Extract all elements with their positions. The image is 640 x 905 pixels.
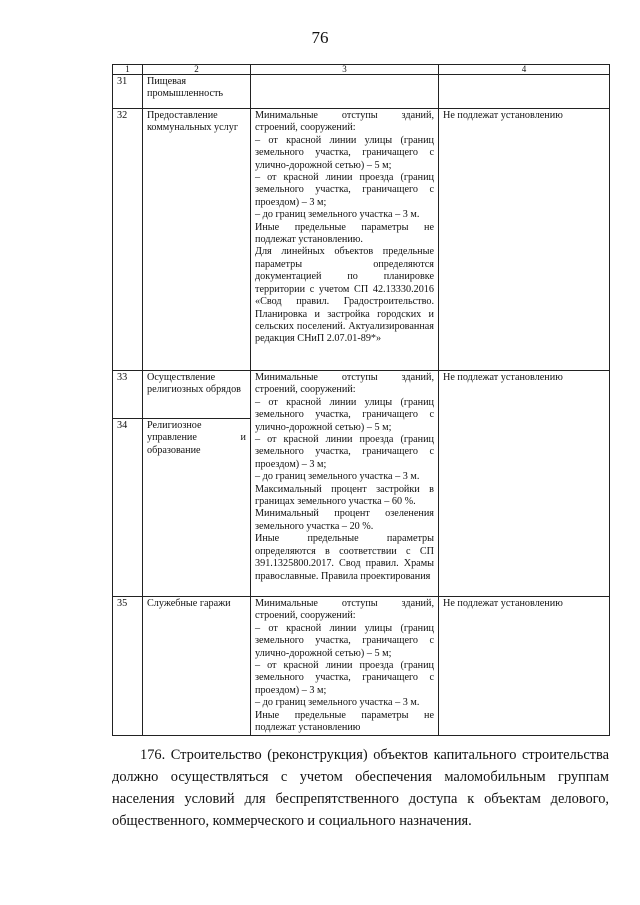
row-number: 32 xyxy=(113,109,143,371)
column-header: 3 xyxy=(251,65,439,75)
parameter-line: – до границ земельного участка – 3 м. xyxy=(255,209,420,221)
limits-cell: Не подлежат установлению xyxy=(439,371,610,597)
parameter-line: – от красной линии улицы (границ земельного участка, граничащего с улично-дорожной сетью) – 5 м; xyxy=(255,134,434,171)
parameters-cell xyxy=(251,109,439,371)
parameters-cell xyxy=(251,371,439,597)
column-header: 2 xyxy=(143,65,251,75)
land-use-type: Пищевая промышленность xyxy=(143,75,251,109)
land-use-type: Предоставление коммунальных услуг xyxy=(143,109,251,371)
parameter-line: – от красной линии проезда (границ земельного участка, граничащего с проездом) – 3 м; xyxy=(255,172,434,208)
row-number: 35 xyxy=(113,597,143,736)
parameter-line: – до границ земельного участка – 3 м. xyxy=(255,697,420,709)
land-use-type-line: Религиозное xyxy=(147,420,202,431)
page-number: 76 xyxy=(311,28,329,47)
land-use-type: Служебные гаражи xyxy=(143,597,251,736)
land-use-type: Осуществление религиозных обрядов xyxy=(143,371,251,419)
parameters-cell xyxy=(251,597,439,736)
column-header: 1 xyxy=(113,65,143,75)
row-number: 31 xyxy=(113,75,143,109)
parameter-line: Иные предельные параметры не подлежат установлению xyxy=(255,709,434,734)
row-number: 33 xyxy=(113,371,143,419)
regulations-table xyxy=(112,64,610,736)
table-row xyxy=(113,109,610,371)
parameter-line: Иные предельные параметры определяются в соответствии с СП 391.1325800.2017. Свод правил. Храмы православные. Правила проектирования xyxy=(255,533,434,582)
parameter-line: Минимальные отступы зданий, строений, сооружений: xyxy=(255,110,434,134)
parameter-line: – от красной линии проезда (границ земельного участка, граничащего с проездом) – 3 м; xyxy=(255,660,434,696)
table-row xyxy=(113,597,610,736)
parameter-line: Минимальные отступы зданий, строений, сооружений: xyxy=(255,598,434,622)
land-use-type-line: управление и xyxy=(147,432,246,444)
table-row xyxy=(113,371,610,419)
parameter-line: Минимальный процент озеленения земельного участка – 20 %. xyxy=(255,508,434,532)
parameter-line: – до границ земельного участка – 3 м. xyxy=(255,471,420,483)
parameter-line: Максимальный процент застройки в границах земельного участка – 60 %. xyxy=(255,483,434,508)
land-use-type xyxy=(143,419,251,597)
limits-cell: Не подлежат установлению xyxy=(439,109,610,371)
parameter-line: – от красной линии улицы (границ земельного участка, граничащего с улично-дорожной сетью) – 5 м; xyxy=(255,622,434,659)
parameter-line: Для линейных объектов предельные параметры определяются документацией по планировке территории с учетом СП 42.13330.2016 «Свод правил. Градостроительство. Планировка и застройка городских и сельских поселений. Актуализированная редакция СНиП 2.07.01-89*» xyxy=(255,246,434,345)
row-number: 34 xyxy=(113,419,143,597)
table-row xyxy=(113,75,610,109)
parameters-cell xyxy=(251,75,439,109)
land-use-type-line: образование xyxy=(147,444,201,456)
table-header-row xyxy=(113,65,610,75)
limits-cell xyxy=(439,75,610,109)
parameter-line: Минимальные отступы зданий, строений, сооружений: xyxy=(255,372,434,396)
parameter-line: – от красной линии проезда (границ земельного участка, граничащего с проездом) – 3 м; xyxy=(255,434,434,470)
limits-cell: Не подлежат установлению xyxy=(439,597,610,736)
parameter-line: Иные предельные параметры не подлежат установлению. xyxy=(255,221,434,246)
parameter-line: – от красной линии улицы (границ земельного участка, граничащего с улично-дорожной сетью) – 5 м; xyxy=(255,396,434,433)
column-header: 4 xyxy=(439,65,610,75)
body-paragraph: 176. Строительство (реконструкция) объектов капитального строительства должно осуществляться с учетом обеспечения маломобильным группам населения условий для беспрепятственного доступа к объектам делового, общественного, коммерческого и социального назначения. xyxy=(112,747,609,829)
